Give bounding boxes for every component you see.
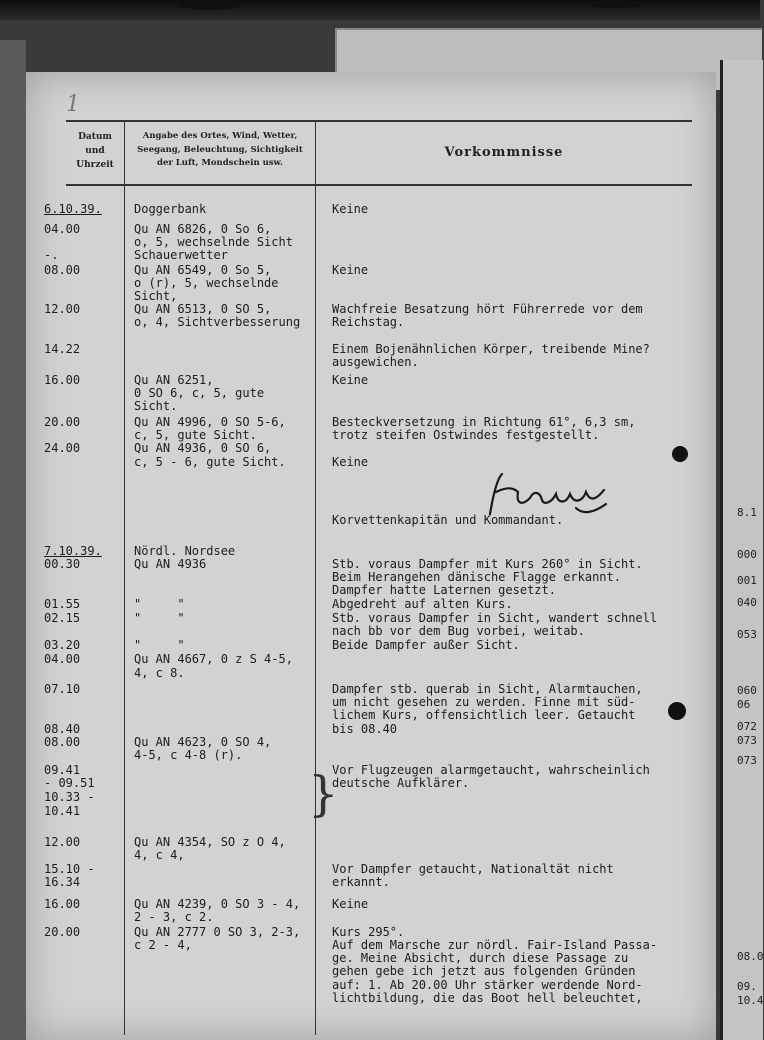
- log-event: um nicht gesehen zu werden. Finne mit süd-: [332, 695, 636, 709]
- log-time: 20.00: [44, 925, 81, 939]
- log-event: Auf dem Marsche zur nördl. Fair-Island Passa-: [332, 938, 658, 952]
- ink-blot: [590, 0, 640, 8]
- log-place: 2 - 3, c 2.: [134, 910, 214, 924]
- log-event: Dampfer stb. querab in Sicht, Alarmtauchen,: [332, 682, 643, 696]
- log-event: Keine: [332, 202, 369, 216]
- log-place: " ": [134, 597, 185, 611]
- log-event: Keine: [332, 373, 369, 387]
- log-place: Qu AN 2777 0 SO 3, 2-3,: [134, 925, 301, 939]
- log-place: " ": [134, 611, 185, 625]
- log-event: Abgedreht auf alten Kurs.: [332, 597, 513, 611]
- log-event: Keine: [332, 455, 369, 469]
- log-time: 16.00: [44, 373, 81, 387]
- log-time: 20.00: [44, 415, 81, 429]
- log-event: Reichstag.: [332, 315, 405, 329]
- log-time: 15.10 -: [44, 862, 95, 876]
- log-event: Keine: [332, 897, 369, 911]
- log-place: Qu AN 4936: [134, 557, 207, 571]
- log-time: 16.00: [44, 897, 81, 911]
- log-time: 12.00: [44, 835, 81, 849]
- log-place: c 2 - 4,: [134, 938, 192, 952]
- log-event: Dampfer hatte Laternen gesetzt.: [332, 583, 556, 597]
- log-time: 08.00: [44, 263, 81, 277]
- log-place: Qu AN 6513, 0 SO 5,: [134, 302, 272, 316]
- corner-mark: 1: [66, 92, 80, 117]
- log-event: auf: 1. Ab 20.00 Uhr stärker werdende Nord-: [332, 978, 643, 992]
- log-event: Korvettenkapitän und Kommandant.: [332, 513, 564, 527]
- log-event: Beide Dampfer außer Sicht.: [332, 638, 520, 652]
- log-place: Qu AN 4354, SO z O 4,: [134, 835, 286, 849]
- log-time: 10.41: [44, 804, 81, 818]
- header-bottom-rule: [66, 184, 692, 186]
- log-event: trotz steifen Ostwindes festgestellt.: [332, 428, 600, 442]
- log-event: bis 08.40: [332, 722, 398, 736]
- log-place: Nördl. Nordsee: [134, 544, 236, 558]
- log-place: Qu AN 6826, 0 So 6,: [134, 222, 272, 236]
- log-event: Besteckversetzung in Richtung 61°, 6,3 sm,: [332, 415, 636, 429]
- log-time: 04.00: [44, 652, 81, 666]
- log-place: Qu AN 4996, 0 SO 5-6,: [134, 415, 286, 429]
- log-time: 09.41: [44, 763, 81, 777]
- log-time: 02.15: [44, 611, 81, 625]
- log-time: 24.00: [44, 441, 81, 455]
- adjacent-text: 040: [737, 596, 757, 609]
- adjacent-text: 10.4: [737, 994, 764, 1007]
- log-event: Beim Herangehen dänische Flagge erkannt.: [332, 570, 621, 584]
- log-place: o (r), 5, wechselnde: [134, 276, 279, 290]
- log-place: 4, c 4,: [134, 848, 185, 862]
- log-event: ausgewichen.: [332, 355, 419, 369]
- log-event: lichtbildung, die das Boot hell beleuchtet,: [332, 991, 643, 1005]
- log-event: nach bb vor dem Bug vorbei, weitab.: [332, 624, 585, 638]
- scan-top-edge: [0, 0, 760, 20]
- adjacent-text: 072: [737, 720, 757, 733]
- adjacent-text: 053: [737, 628, 757, 641]
- log-page: [26, 72, 716, 1040]
- log-event: lichem Kurs, offensichtlich leer. Getaucht: [332, 708, 636, 722]
- log-time: 04.00: [44, 222, 81, 236]
- adjacent-text: 08.0: [737, 950, 764, 963]
- column-divider-1: [124, 120, 125, 1035]
- log-time: 01.55: [44, 597, 81, 611]
- log-place: Qu AN 4667, 0 z S 4-5,: [134, 652, 293, 666]
- log-event: Stb. voraus Dampfer in Sicht, wandert schnell: [332, 611, 658, 625]
- log-place: 4-5, c 4-8 (r).: [134, 748, 243, 762]
- log-time: 08.00: [44, 735, 81, 749]
- log-time: 7.10.39.: [44, 544, 102, 558]
- log-place: Qu AN 6549, 0 So 5,: [134, 263, 272, 277]
- log-time: 00.30: [44, 557, 81, 571]
- column-header-datum: Datum und Uhrzeit: [76, 132, 114, 170]
- log-place: Qu AN 6251,: [134, 373, 214, 387]
- adjacent-text: 073: [737, 754, 757, 767]
- adjacent-text: 06: [737, 698, 751, 711]
- log-time: 10.33 -: [44, 790, 95, 804]
- log-place: " ": [134, 638, 185, 652]
- adjacent-text: 000: [737, 548, 757, 561]
- ink-blot: [180, 0, 240, 10]
- log-time: 08.40: [44, 722, 81, 736]
- log-time: 6.10.39.: [44, 202, 102, 216]
- log-event: Einem Bojenähnlichen Körper, treibende Mine?: [332, 342, 650, 356]
- header-top-rule: [66, 120, 692, 122]
- log-time: 16.34: [44, 875, 81, 889]
- log-event: erkannt.: [332, 875, 390, 889]
- log-event: Vor Flugzeugen alarmgetaucht, wahrscheinlich: [332, 763, 650, 777]
- log-event: deutsche Aufklärer.: [332, 776, 470, 790]
- log-place: Sicht,: [134, 289, 178, 303]
- adjacent-page: [720, 60, 763, 1040]
- log-event: gehen gebe ich jetzt aus folgenden Gründen: [332, 964, 636, 978]
- log-place: o, 4, Sichtverbesserung: [134, 315, 301, 329]
- log-time: 12.00: [44, 302, 81, 316]
- log-time: 03.20: [44, 638, 81, 652]
- ink-blot: [668, 702, 686, 720]
- column-header-angabe: Angabe des Ortes, Wind, Wetter, Seegang, Beleuchtung, Sichtigkeit der Luft, Mondschein usw.: [137, 131, 303, 168]
- log-place: 0 SO 6, c, 5, gute: [134, 386, 265, 400]
- log-time: 14.22: [44, 342, 81, 356]
- ink-blot: [672, 446, 688, 462]
- log-event: Kurs 295°.: [332, 925, 405, 939]
- log-place: c, 5, gute Sicht.: [134, 428, 257, 442]
- log-place: c, 5 - 6, gute Sicht.: [134, 455, 286, 469]
- scan-left-edge: [0, 40, 26, 1040]
- log-place: Qu AN 4936, 0 SO 6,: [134, 441, 272, 455]
- log-place: Qu AN 4623, 0 SO 4,: [134, 735, 272, 749]
- adjacent-text: 8.1: [737, 506, 757, 519]
- log-event: Vor Dampfer getaucht, Nationaltät nicht: [332, 862, 614, 876]
- log-time: - 09.51: [44, 776, 95, 790]
- log-place: 4, c 8.: [134, 666, 185, 680]
- log-time: 07.10: [44, 682, 81, 696]
- column-divider-2: [315, 120, 316, 1035]
- adjacent-text: 073: [737, 734, 757, 747]
- log-event: ge. Meine Absicht, durch diese Passage zu: [332, 951, 629, 965]
- commander-signature: [482, 470, 612, 524]
- column-header-vorkommnisse: Vorkommnisse: [444, 145, 564, 160]
- log-place: Qu AN 4239, 0 SO 3 - 4,: [134, 897, 301, 911]
- interval-bracket: }: [308, 766, 339, 822]
- adjacent-text: 001: [737, 574, 757, 587]
- log-event: Wachfreie Besatzung hört Führerrede vor dem: [332, 302, 643, 316]
- log-place: Sicht.: [134, 399, 178, 413]
- log-place: Doggerbank: [134, 202, 207, 216]
- log-place: o, 5, wechselnde Sicht: [134, 235, 293, 249]
- log-time: -.: [44, 248, 59, 262]
- adjacent-text: 09.: [737, 980, 757, 993]
- log-event: Keine: [332, 263, 369, 277]
- log-event: Stb. voraus Dampfer mit Kurs 260° in Sicht.: [332, 557, 643, 571]
- adjacent-text: 060: [737, 684, 757, 697]
- log-place: Schauerwetter: [134, 248, 228, 262]
